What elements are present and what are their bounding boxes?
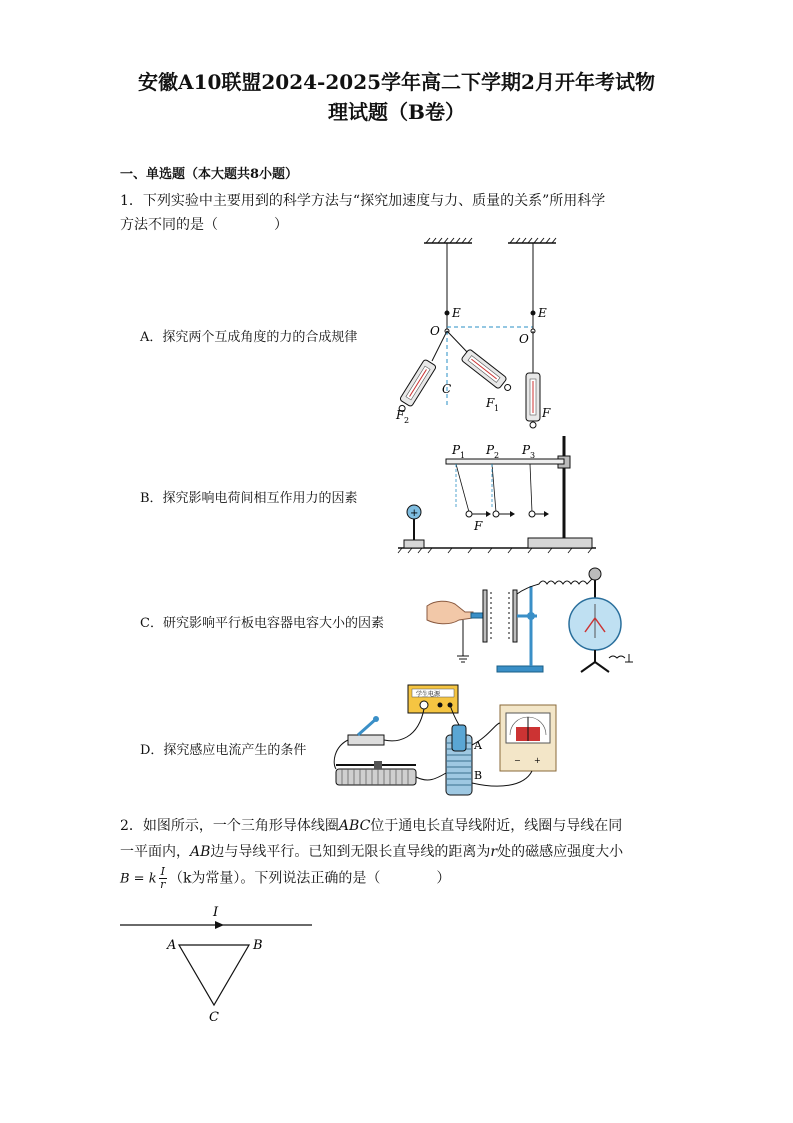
figure-charge-interaction	[392, 432, 602, 557]
label-f1-sub: 1	[494, 404, 500, 413]
label-vertex-c: C	[209, 1010, 219, 1025]
q1-text-line-1: 1．下列实验中主要用到的科学方法与“探究加速度与力、质量的关系”所用科学	[120, 193, 606, 209]
label-p1-sub: 1	[460, 451, 466, 460]
svg-text:+: +	[410, 508, 419, 519]
svg-text:−: −	[514, 756, 521, 765]
q1-option-c: C．研究影响平行板电容器电容大小的因素	[140, 616, 384, 631]
svg-text:+: +	[534, 756, 541, 765]
label-p2: P	[486, 443, 495, 457]
q1-option-b: B．探究影响电荷间相互作用力的因素	[140, 491, 358, 506]
formula-fraction	[159, 866, 167, 891]
formula-lhs: B = k	[120, 871, 157, 887]
figure-wire-triangle	[115, 900, 320, 1025]
q2-r: r	[490, 844, 498, 860]
q2-line1-pre: 2．如图所示，一个三角形导体线圈	[120, 818, 339, 834]
label-p3: P	[522, 443, 531, 457]
label-vertex-b: B	[253, 938, 263, 953]
q1-text-line-2: 方法不同的是（ ）	[120, 217, 288, 233]
label-p3-sub: 3	[530, 451, 536, 460]
figure-force-composition	[380, 235, 580, 430]
q2-abc: ABC	[338, 818, 371, 834]
q2-line2-post: 处的磁感应强度大小	[497, 844, 624, 860]
formula-denominator: r	[160, 878, 166, 891]
label-f: F	[542, 406, 551, 420]
label-f: F	[474, 519, 483, 533]
label-p2-sub: 2	[494, 451, 500, 460]
q2-line3-post: （k为常量）。下列说法正确的是（ ）	[168, 870, 451, 887]
q2-line1-post: 位于通电长直导线附近，线圈与导线在同	[370, 818, 623, 834]
section-heading: 一、单选题（本大题共8小题）	[120, 167, 299, 182]
q1-option-d: D．探究感应电流产生的条件	[140, 743, 307, 758]
label-f2: F	[396, 408, 405, 422]
figure-capacitor	[425, 562, 640, 680]
label-f1: F	[486, 396, 495, 410]
label-o1: O	[430, 324, 440, 338]
q2-text-line-2	[120, 840, 700, 864]
label-f2-sub: 2	[404, 416, 410, 425]
title-line-2: 理试题（B卷）	[328, 100, 465, 124]
figure-induction	[328, 683, 563, 803]
q2-text-line-1	[120, 814, 700, 838]
label-e1: E	[452, 306, 461, 320]
q2-text-line-3	[120, 866, 700, 892]
label-o2: O	[519, 332, 529, 346]
label-b: B	[474, 769, 483, 782]
q2-line2-pre: 一平面内，	[120, 844, 190, 860]
formula-numerator: I	[160, 865, 165, 878]
label-c: C	[442, 382, 452, 396]
label-e2: E	[538, 306, 547, 320]
q2-line2-mid: 边与导线平行。已知到无限长直导线的距离为	[210, 844, 491, 860]
label-a: A	[474, 739, 482, 752]
q2-ab: AB	[190, 844, 211, 860]
power-label: 学生电源	[416, 691, 441, 698]
label-p1: P	[452, 443, 461, 457]
title-line-1: 安徽A10联盟2024-2025学年高二下学期2月开年考试物	[138, 70, 655, 94]
label-current-i: I	[213, 905, 219, 920]
label-vertex-a: A	[167, 938, 177, 953]
q1-option-a: A．探究两个互成角度的力的合成规律	[140, 330, 358, 345]
